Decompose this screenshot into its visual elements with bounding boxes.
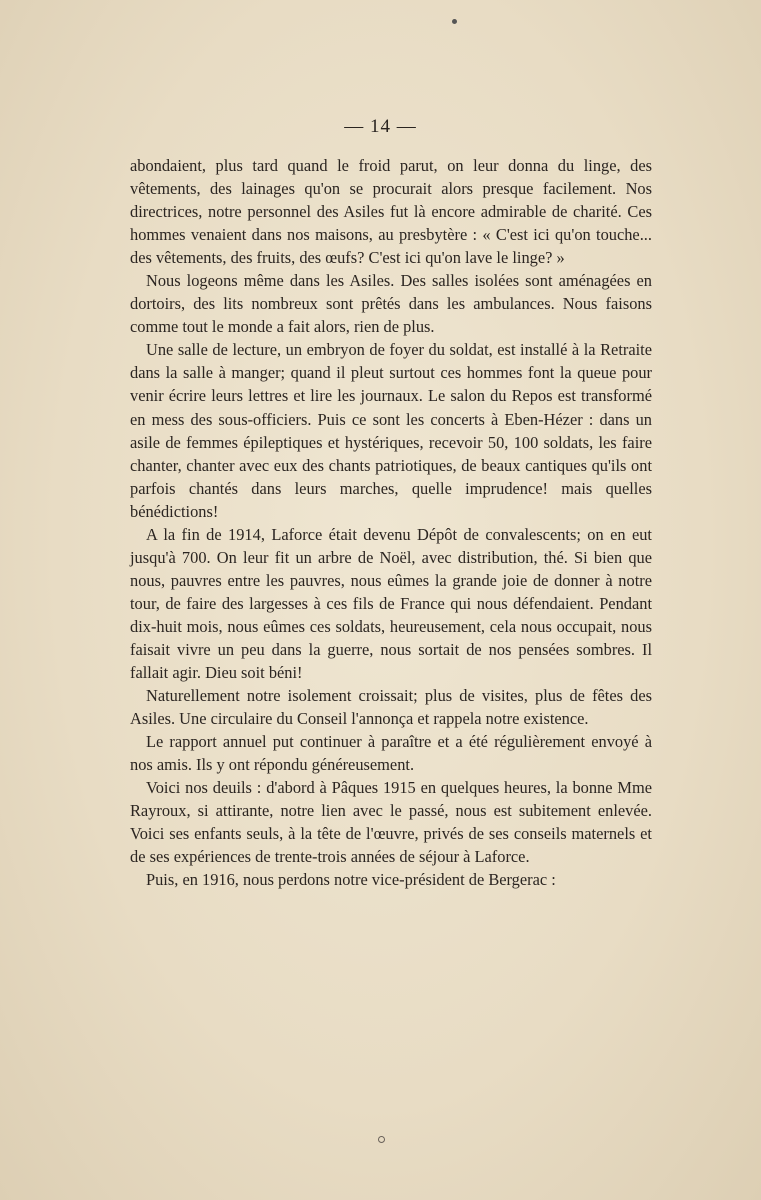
body-text	[130, 154, 652, 892]
paragraph: A la fin de 1914, Laforce était devenu Dépôt de convalescents; on en eut jusqu'à 700. On leur fit un arbre de Noël, avec distribution, thé. Si bien que nous, pauvres entre les pauvres, nous eûmes la grande joie de donner à notre tour, de faire des largesses à ces fils de France qui nous défendaient. Pendant dix-huit mois, nous eûmes ces soldats, heureusement, cela nous occupait, nous faisait vivre un peu dans la guerre, nous sortait de nos pensées sombres. Il fallait agir. Dieu soit béni!	[130, 524, 652, 683]
ink-speck	[452, 19, 457, 24]
paragraph: Nous logeons même dans les Asiles. Des salles isolées sont aménagées en dortoirs, des lits nombreux sont prêtés dans les ambulances. Nous faisons comme tout le monde a fait alors, rien de plus.	[130, 271, 652, 337]
paragraph: Le rapport annuel put continuer à paraître et a été régulièrement envoyé à nos amis. Ils y ont répondu généreusement.	[130, 732, 652, 775]
paragraph: Voici nos deuils : d'abord à Pâques 1915 en quelques heures, la bonne Mme Rayroux, si attirante, notre lien avec le passé, nous est subitement enlevée. Voici ses enfants seuls, à la tête de l'œuvre, privés de ses conseils maternels et de ses expériences de trente-trois années de séjour à Laforce.	[130, 778, 652, 867]
paragraph: Puis, en 1916, nous perdons notre vice-président de Bergerac :	[146, 870, 556, 890]
paragraph: Naturellement notre isolement croissait; plus de visites, plus de fêtes des Asiles. Une circulaire du Conseil l'annonça et rappela notre existence.	[130, 686, 652, 729]
ink-ring	[378, 1136, 385, 1143]
paragraph: Une salle de lecture, un embryon de foyer du soldat, est installé à la Retraite dans la salle à manger; quand il pleut surtout ces hommes font la queue pour venir écrire leurs lettres et lire les journaux. Le salon du Repos est transformé en mess des sous-officiers. Puis ce sont les concerts à Eben-Hézer : dans un asile de femmes épileptiques et hystériques, recevoir 50, 100 soldats, les faire chanter, chanter avec eux des chants patriotiques, de beaux cantiques qu'ils ont parfois chantés dans leurs marches, quelle imprudence! mais quelles bénédictions!	[130, 340, 652, 521]
paragraph: abondaient, plus tard quand le froid parut, on leur donna du linge, des vêtements, des lainages qu'on se procurait alors presque facilement. Nos directrices, notre personnel des Asiles fut là encore admirable de charité. Ces hommes venaient dans nos maisons, au presbytère : « C'est ici qu'on touche... des vêtements, des fruits, des œufs? C'est ici qu'on lave le linge? »	[130, 156, 652, 268]
page-number: — 14 —	[344, 116, 417, 137]
